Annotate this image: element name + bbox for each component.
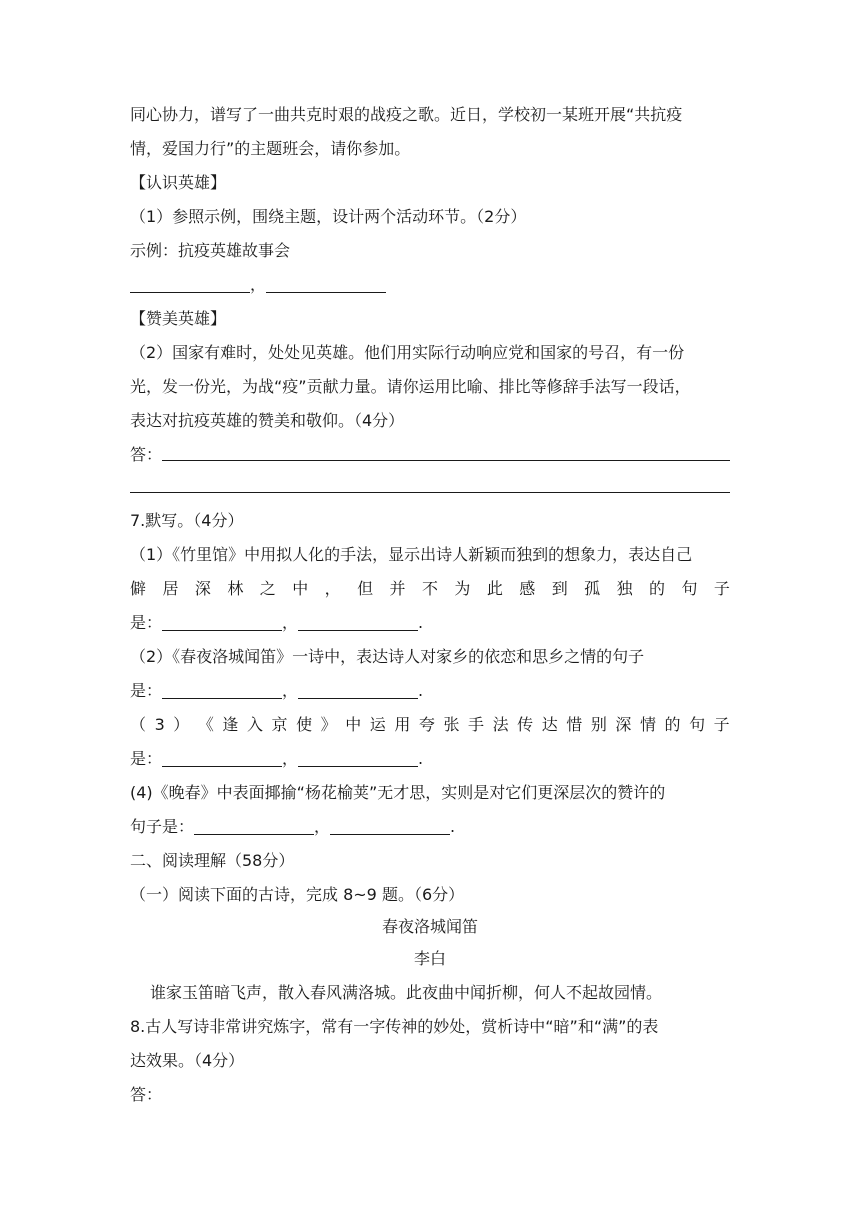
answer-blank[interactable]: [266, 276, 386, 293]
answer-blanks-q1: ，: [130, 274, 730, 296]
poem-title: 春夜洛城闻笛: [381, 917, 478, 936]
question-8-line-2: 达效果。（4分）: [130, 1051, 245, 1070]
question-7-1-line-2: 僻 居 深 林 之 中 ， 但 并 不 为 此 感 到 孤 独 的 句 子: [130, 579, 730, 598]
question-8-line-1: 8.古人写诗非常讲究炼字，常有一字传神的妙处，赏析诗中“暗”和“满”的表: [130, 1017, 659, 1036]
answer-blank[interactable]: [130, 276, 250, 293]
answer-blank[interactable]: [162, 614, 282, 631]
poem-author: 李白: [413, 949, 446, 968]
answer-blanks-q7-2: 是： ， .: [130, 681, 424, 700]
question-7-4: (4)《晚春》中表面揶揄“杨花榆荚”无才思，实则是对它们更深层次的赞许的: [130, 783, 666, 802]
answer-line[interactable]: [130, 492, 730, 493]
part-1-instruction: （一）阅读下面的古诗，完成 8~9 题。（6分）: [130, 885, 465, 904]
section-heading-praise-heroes: 【赞美英雄】: [130, 309, 227, 328]
answer-blank[interactable]: [194, 818, 314, 835]
question-7-3: （ 3 ） 《 逢 入 京 使 》 中 运 用 夸 张 手 法 传 达 惜 别 深 情 的 句 子: [130, 715, 730, 734]
intro-line-1: 同心协力，谱写了一曲共克时艰的战疫之歌。近日，学校初一某班开展“共抗疫: [130, 105, 683, 124]
section-heading-know-heroes: 【认识英雄】: [130, 173, 227, 192]
answer-label: 答：: [130, 445, 163, 464]
answer-blank[interactable]: [298, 750, 418, 767]
answer-blank[interactable]: [162, 682, 282, 699]
answer-blanks-q7-4: 句子是： ， .: [130, 817, 456, 836]
answer-blanks-q7-3: 是： ， .: [130, 749, 424, 768]
example-line: 示例：抗疫英雄故事会: [130, 241, 291, 260]
question-2-line-3: 表达对抗疫英雄的赞美和敬仰。（4分）: [130, 411, 405, 430]
question-7-2: （2）《春夜洛城闻笛》一诗中，表达诗人对家乡的依恋和思乡之情的句子: [130, 647, 645, 666]
question-2-line-2: 光，发一份光，为战“疫”贡献力量。请你运用比喻、排比等修辞手法写一段话，: [130, 377, 691, 396]
poem-text: 谁家玉笛暗飞声，散入春风满洛城。此夜曲中闻折柳，何人不起故园情。: [150, 983, 663, 1002]
answer-blank[interactable]: [162, 750, 282, 767]
answer-blanks-q7-1: 是： ， .: [130, 613, 424, 632]
question-7-1-line-1: （1）《竹里馆》中用拟人化的手法，显示出诗人新颖而独到的想象力，表达自己: [130, 545, 693, 564]
answer-blank[interactable]: [298, 682, 418, 699]
answer-blank[interactable]: [330, 818, 450, 835]
question-7: 7.默写。（4分）: [130, 511, 244, 530]
section-2-heading: 二、阅读理解（58分）: [130, 851, 295, 870]
intro-line-2: 情，爱国力行”的主题班会，请你参加。: [130, 139, 411, 158]
question-2-line-1: （2）国家有难时，处处见英雄。他们用实际行动响应党和国家的号召，有一份: [130, 343, 685, 362]
answer-blank[interactable]: [298, 614, 418, 631]
question-1: （1）参照示例，围绕主题，设计两个活动环节。（2分）: [130, 207, 527, 226]
answer-label-q8: 答：: [130, 1085, 163, 1104]
answer-line[interactable]: [162, 460, 730, 461]
